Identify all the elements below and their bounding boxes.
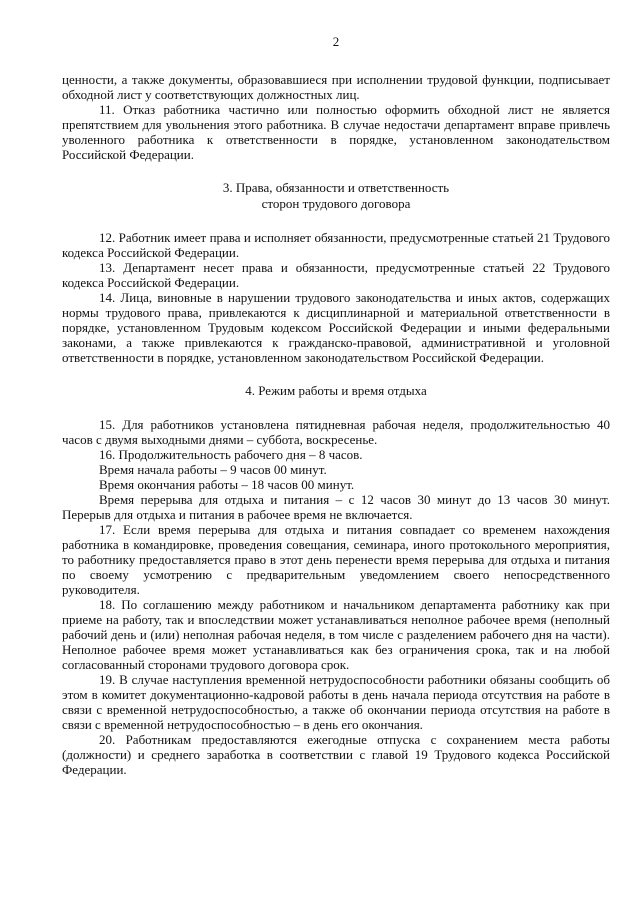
section-3-heading-line1: 3. Права, обязанности и ответственность [222, 180, 450, 195]
document-page [62, 34, 610, 777]
paragraph-11: 11. Отказ работника частично или полностью оформить обходной лист не является препятствием для увольнения этого работника. В случае недостачи департамент вправе привлечь уволенного работника к ответственности в порядке, установленном законодательством Российской Федерации. [62, 102, 610, 162]
paragraph-14: 14. Лица, виновные в нарушении трудового законодательства и иных актов, содержащих нормы трудового права, привлекаются к дисциплинарной и материальной ответственности в порядке, установленном Трудовым кодексом Российской Федерации и иными федеральными законами, а также привлекаются к гражданско-правовой, административной и уголовной ответственности в порядке, установленном законодательством Российской Федерации. [62, 290, 610, 365]
section-4-heading [62, 383, 610, 399]
paragraph-18: 18. По соглашению между работником и начальником департамента работнику как при приеме на работу, так и впоследствии может устанавливаться неполное рабочее время (неполный рабочий день и (или) неполная рабочая неделя, в том числе с разделением рабочего дня на части). Неполное рабочее время может устанавливаться как без ограничения срока, так и на любой согласованный сторонами трудового договора срок. [62, 597, 610, 672]
paragraph-15: 15. Для работников установлена пятидневная рабочая неделя, продолжительностью 40 часов с двумя выходными днями – суббота, воскресенье. [62, 417, 610, 447]
paragraph-16-break-time: Время перерыва для отдыха и питания – с 12 часов 30 минут до 13 часов 30 минут. Перерыв для отдыха и питания в рабочее время не включается. [62, 492, 610, 522]
paragraph-16-start-time: Время начала работы – 9 часов 00 минут. [99, 462, 327, 477]
paragraph-16-end-time: Время окончания работы – 18 часов 00 минут. [99, 477, 355, 492]
paragraph-20: 20. Работникам предоставляются ежегодные отпуска с сохранением места работы (должности) и среднего заработка в соответствии с главой 19 Трудового кодекса Российской Федерации. [62, 732, 610, 777]
section-3-heading-line2: сторон трудового договора [261, 196, 411, 211]
paragraph-16: 16. Продолжительность рабочего дня – 8 часов. [99, 447, 363, 462]
section-4-heading-line1: 4. Режим работы и время отдыха [245, 383, 427, 398]
paragraph-17: 17. Если время перерыва для отдыха и питания совпадает со временем нахождения работника в командировке, проведения совещания, семинара, иного протокольного мероприятия, то работнику предоставляется право в этот день перенести время перерыва для отдыха и питания по своему усмотрению с предварительным уведомлением своего непосредственного руководителя. [62, 522, 610, 597]
paragraph-12: 12. Работник имеет права и исполняет обязанности, предусмотренные статьей 21 Трудового кодекса Российской Федерации. [62, 230, 610, 260]
paragraph-19: 19. В случае наступления временной нетрудоспособности работники обязаны сообщить об этом в комитет документационно-кадровой работы в день начала периода отсутствия на работе в связи с временной нетрудоспособностью, а также об окончании периода отсутствия на работе в связи с временной нетрудоспособностью – в день его окончания. [62, 672, 610, 732]
paragraph-13: 13. Департамент несет права и обязанности, предусмотренные статьей 22 Трудового кодекса Российской Федерации. [62, 260, 610, 290]
section-3-heading [62, 180, 610, 212]
page-number: 2 [332, 34, 340, 49]
paragraph-continuation: ценности, а также документы, образовавшиеся при исполнении трудовой функции, подписывает обходной лист у соответствующих должностных лиц. [62, 72, 610, 102]
